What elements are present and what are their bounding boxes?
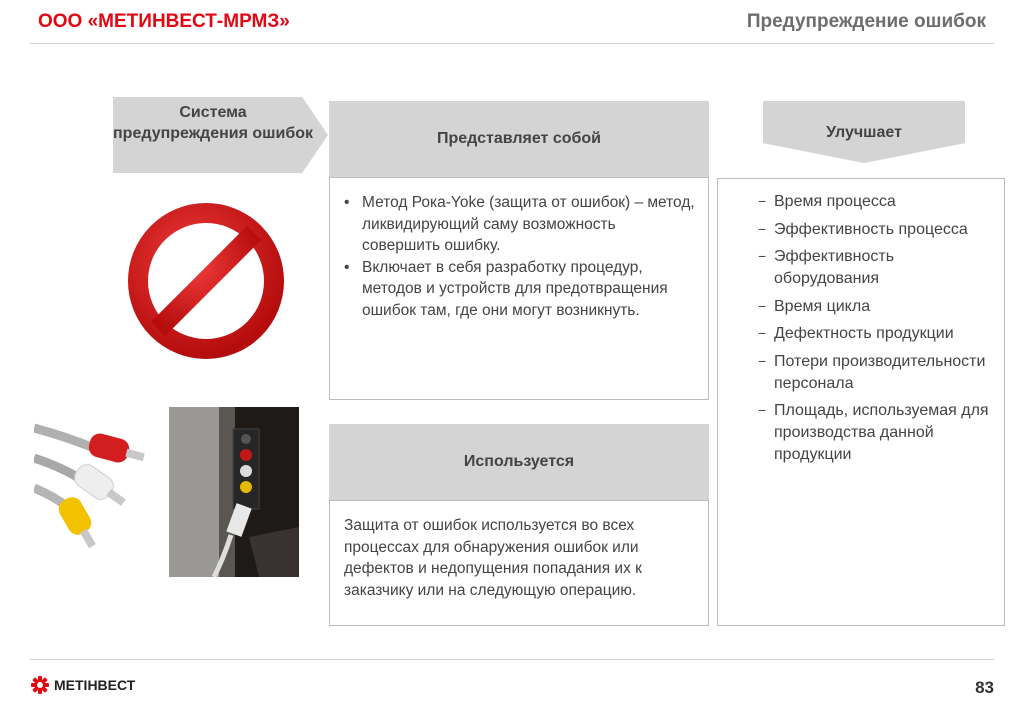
represents-heading: Представляет собой bbox=[436, 130, 601, 147]
system-label: Система предупреждения ошибок bbox=[113, 104, 313, 142]
top-divider bbox=[30, 43, 994, 44]
list-item: − Площадь, используемая для производства данной продукции bbox=[758, 400, 994, 466]
page-number: 83 bbox=[975, 678, 994, 697]
list-item: − Дефектность продукции bbox=[758, 323, 994, 345]
list-item: − Время цикла bbox=[758, 296, 994, 318]
prohibition-sign-icon bbox=[124, 199, 288, 363]
improves-content bbox=[717, 178, 1005, 626]
slide-title: Предупреждение ошибок bbox=[746, 11, 986, 32]
used-header bbox=[329, 424, 709, 500]
used-text: Защита от ошибок используется во всех процессах для обнаружения ошибок или дефектов и недопущения попадания их к заказчику или на следующую операцию. bbox=[344, 517, 642, 599]
represents-content bbox=[329, 177, 709, 400]
list-item: − Потери производительности персонала bbox=[758, 351, 994, 395]
bottom-divider bbox=[30, 659, 994, 660]
company-name: ООО «МЕТИНВЕСТ-МРМЗ» bbox=[38, 11, 290, 32]
improves-heading: Улучшает bbox=[826, 124, 902, 141]
rca-cables-image bbox=[34, 408, 154, 568]
used-content bbox=[329, 500, 709, 626]
improves-list bbox=[758, 191, 994, 466]
company-logo bbox=[30, 675, 135, 695]
metinvest-logo-icon bbox=[30, 675, 50, 695]
represents-header bbox=[329, 101, 709, 177]
list-item: • Метод Рока-Yoke (защита от ошибок) – метод, ликвидирующий саму возможность совершить ошибку. bbox=[344, 192, 696, 257]
list-item: − Время процесса bbox=[758, 191, 994, 213]
list-item: • Включает в себя разработку процедур, методов и устройств для предотвращения ошибок там, где они могут возникнуть. bbox=[344, 257, 696, 322]
logo-text: МЕТІНВЕСТ bbox=[54, 677, 136, 693]
list-item: − Эффективность процесса bbox=[758, 219, 994, 241]
av-socket-image bbox=[169, 407, 299, 577]
list-item: − Эффективность оборудования bbox=[758, 246, 994, 290]
represents-list bbox=[344, 192, 696, 321]
used-heading: Используется bbox=[463, 453, 575, 470]
